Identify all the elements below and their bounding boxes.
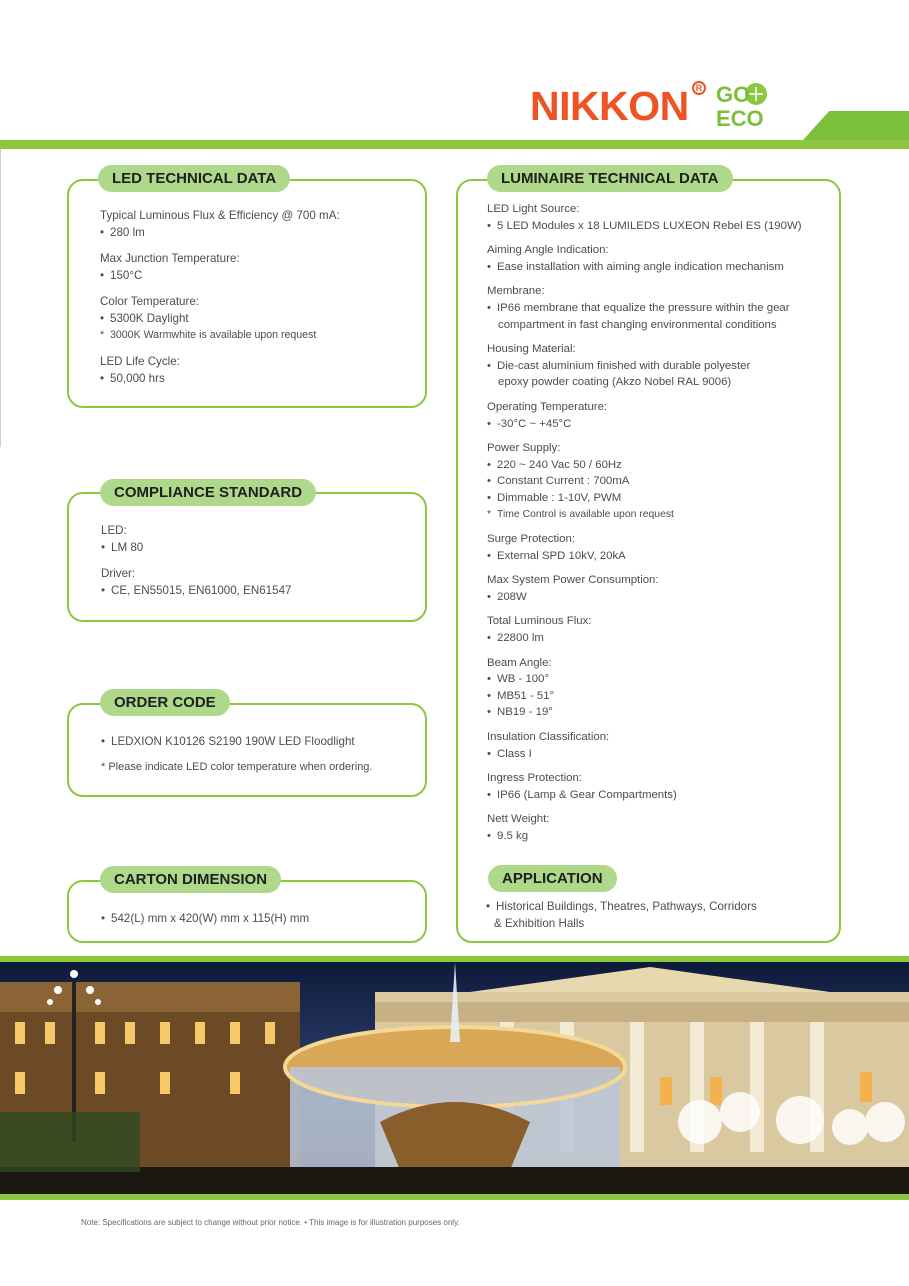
spec-group-color bbox=[100, 293, 420, 344]
spec-group-junction bbox=[100, 250, 420, 284]
compliance-specs bbox=[101, 522, 421, 608]
compliance-title: COMPLIANCE STANDARD bbox=[100, 479, 316, 506]
spec-group-aiming bbox=[487, 242, 832, 275]
spec-label: Housing Material: bbox=[487, 343, 576, 356]
spec-note: * Time Control is available upon request bbox=[487, 507, 832, 524]
spec-note: * 3000K Warmwhite is available upon request bbox=[100, 327, 420, 344]
spec-value: • Die-cast aluminium finished with durable polyester bbox=[487, 358, 832, 375]
spec-label: LED: bbox=[101, 524, 127, 537]
spec-label: LED Life Cycle: bbox=[100, 355, 180, 368]
spec-group-power bbox=[487, 440, 832, 523]
footer-note: Note: Specifications are subject to change without prior notice. • This image is for illustration purposes only. bbox=[81, 1218, 460, 1227]
spec-label: Driver: bbox=[101, 567, 136, 580]
spec-value: • LM 80 bbox=[101, 539, 421, 556]
spec-group-insulation bbox=[487, 729, 832, 762]
spec-value: • -30°C ~ +45°C bbox=[487, 416, 832, 433]
spec-label: Surge Protection: bbox=[487, 533, 576, 546]
spec-group-consumption bbox=[487, 572, 832, 605]
spec-value: • MB51 - 51° bbox=[487, 688, 832, 705]
spec-label: Operating Temperature: bbox=[487, 400, 608, 413]
spec-group-source bbox=[487, 201, 832, 234]
spec-group-membrane bbox=[487, 283, 832, 333]
spec-value: • IP66 (Lamp & Gear Compartments) bbox=[487, 787, 832, 804]
spec-label: Total Luminous Flux: bbox=[487, 615, 592, 628]
spec-value: • NB19 - 19° bbox=[487, 704, 832, 721]
brand-name: NIKKON bbox=[530, 83, 689, 129]
illustration-photo bbox=[0, 962, 909, 1194]
spec-label: Color Temperature: bbox=[100, 295, 200, 308]
registered-mark: R bbox=[692, 81, 706, 95]
application-value: • Historical Buildings, Theatres, Pathways, Corridors bbox=[486, 898, 831, 915]
spec-value: • 22800 lm bbox=[487, 630, 832, 647]
go-eco-logo bbox=[716, 80, 776, 128]
spec-group-ingress bbox=[487, 770, 832, 803]
luminaire-title: LUMINAIRE TECHNICAL DATA bbox=[487, 165, 733, 192]
spec-value: • 150°C bbox=[100, 267, 420, 284]
spec-group-beam bbox=[487, 655, 832, 721]
spec-value: • Dimmable : 1-10V, PWM bbox=[487, 490, 832, 507]
photo-bottom-band bbox=[0, 1194, 909, 1200]
spec-label: Aiming Angle Indication: bbox=[487, 244, 609, 257]
spec-value: • 5300K Daylight bbox=[100, 310, 420, 327]
spec-group-life bbox=[100, 353, 420, 387]
order-code-title: ORDER CODE bbox=[100, 689, 230, 716]
spec-value: • 220 ~ 240 Vac 50 / 60Hz bbox=[487, 457, 832, 474]
spec-value: • 5 LED Modules x 18 LUMILEDS LUXEON Rebel ES (190W) bbox=[487, 218, 832, 235]
spec-label: Typical Luminous Flux & Efficiency @ 700 mA: bbox=[100, 209, 340, 222]
order-code-value: • LEDXION K10126 S2190 190W LED Floodlight bbox=[101, 733, 421, 750]
spec-label: Nett Weight: bbox=[487, 813, 550, 826]
application-title: APPLICATION bbox=[488, 865, 617, 892]
left-trees bbox=[0, 1112, 140, 1172]
spec-value: • Constant Current : 700mA bbox=[487, 473, 832, 490]
led-technical-title: LED TECHNICAL DATA bbox=[98, 165, 290, 192]
spec-value: • 50,000 hrs bbox=[100, 370, 420, 387]
spec-group-flux bbox=[100, 207, 420, 241]
spec-value: • Ease installation with aiming angle indication mechanism bbox=[487, 259, 832, 276]
spec-label: Membrane: bbox=[487, 285, 545, 298]
spec-value: • IP66 membrane that equalize the pressure within the gear bbox=[487, 300, 832, 317]
spec-label: Power Supply: bbox=[487, 442, 561, 455]
header-green-bar bbox=[0, 140, 909, 149]
spec-label: Ingress Protection: bbox=[487, 772, 582, 785]
theatre-pediment bbox=[470, 967, 830, 992]
luminaire-specs bbox=[487, 201, 832, 845]
application-value-cont: & Exhibition Halls bbox=[494, 917, 585, 930]
spec-group-driver bbox=[101, 565, 421, 599]
spec-value: • 9.5 kg bbox=[487, 828, 832, 845]
spec-group-total-flux bbox=[487, 613, 832, 646]
spec-value: • CE, EN55015, EN61000, EN61547 bbox=[101, 582, 421, 599]
spec-group-temperature bbox=[487, 399, 832, 432]
spec-label: Max System Power Consumption: bbox=[487, 574, 659, 587]
spec-value: • WB - 100° bbox=[487, 671, 832, 688]
spec-value-cont: epoxy powder coating (Akzo Nobel RAL 9006) bbox=[498, 376, 732, 389]
spec-label: Insulation Classification: bbox=[487, 731, 610, 744]
spec-value: • External SPD 10kV, 20kA bbox=[487, 548, 832, 565]
carton-title: CARTON DIMENSION bbox=[100, 866, 281, 893]
order-code-specs bbox=[101, 733, 421, 776]
application-specs bbox=[486, 898, 831, 932]
night-scene-illustration bbox=[0, 962, 909, 1194]
spec-group-housing bbox=[487, 341, 832, 391]
spec-label: LED Light Source: bbox=[487, 203, 580, 215]
led-technical-specs bbox=[100, 207, 420, 396]
spec-value: • Class I bbox=[487, 746, 832, 763]
spec-label: Beam Angle: bbox=[487, 656, 552, 669]
carton-value: • 542(L) mm x 420(W) mm x 115(H) mm bbox=[101, 910, 421, 927]
left-margin-rule bbox=[0, 149, 1, 447]
spec-value: • 280 lm bbox=[100, 224, 420, 241]
spec-value-cont: compartment in fast changing environmental conditions bbox=[498, 318, 777, 331]
spec-label: Max Junction Temperature: bbox=[100, 252, 240, 265]
spec-value: • 208W bbox=[487, 589, 832, 606]
order-code-note: * Please indicate LED color temperature when ordering. bbox=[101, 761, 373, 773]
carton-specs bbox=[101, 910, 421, 927]
spec-group-surge bbox=[487, 531, 832, 564]
eco-go-text: GO bbox=[716, 82, 751, 107]
spec-group-weight bbox=[487, 811, 832, 844]
eco-eco-text: ECO bbox=[716, 106, 764, 128]
spec-group-led bbox=[101, 522, 421, 556]
